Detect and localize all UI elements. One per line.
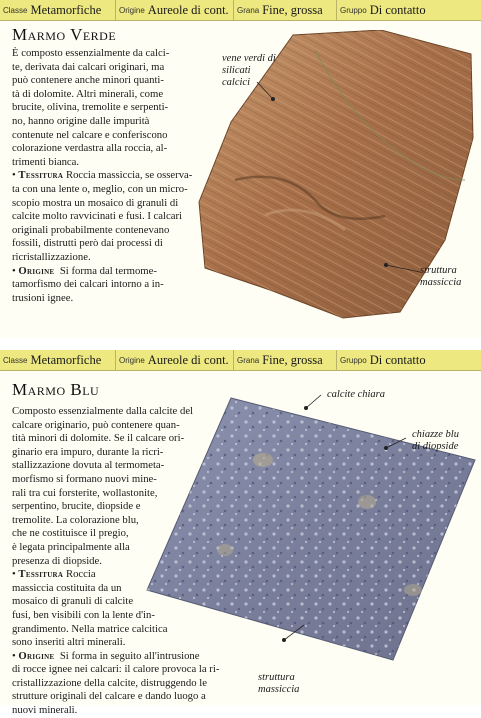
classe-value: Metamorfiche: [30, 2, 102, 17]
annotation-line: di diopside: [412, 441, 459, 452]
text-line: tamorfismo dei calcari intorno a in-: [12, 278, 164, 291]
text-line: fusi, ben visibili con la lente d'in-: [12, 608, 155, 621]
text-line: che ne costituisce il pregio,: [12, 527, 129, 540]
text-line: stallizzazione dovuta al termometa-: [12, 459, 165, 472]
text-line: nuovi minerali.: [12, 704, 78, 717]
text-line: mosaico di granuli di calcite: [12, 595, 134, 608]
card-marmo-blu: [0, 350, 481, 717]
annotation-line: vene verdi di: [222, 53, 276, 64]
text-span: Roccia massiccia, se osserva-: [65, 169, 193, 182]
annotation-line: chiazze blu: [412, 429, 459, 440]
text-line: calcare originario, può contenere quan-: [12, 418, 180, 431]
tessitura-line: • Tessitura Roccia: [12, 568, 96, 581]
annotation-chiazze-blu: [412, 429, 459, 453]
text-line: ricristallizzazione.: [12, 250, 91, 263]
rock-title: Marmo Blu: [12, 380, 100, 399]
tessitura-label: Tessitura: [18, 169, 64, 182]
text-line: Composto essenzialmente dalla calcite del: [12, 405, 194, 417]
text-line: fossili, distrutti però dai processi di: [12, 237, 163, 250]
origine-value: Aureole di cont.: [147, 352, 229, 367]
rock-description: [12, 405, 272, 718]
text-line: serpentino, brucite, diopside e: [12, 500, 141, 513]
text-line: tà di dolomite. Altri minerali, come: [12, 87, 164, 100]
origine-line: • Origine Si forma in seguito all'intrusione: [12, 649, 200, 662]
origine-label: Origine: [18, 264, 55, 277]
gruppo-value: Di contatto: [369, 2, 426, 17]
annotation-line: massiccia: [258, 684, 300, 695]
text-line: è legata principalmente alla: [12, 540, 130, 553]
text-line: È composto essenzialmente da calci-: [12, 47, 170, 59]
text-line: cristallizzazione della calcite, distruggendo le: [12, 676, 207, 689]
tessitura-line: • Tessitura Roccia massiccia, se osserva-: [12, 169, 193, 182]
origine-key: Origine: [119, 355, 145, 365]
card-marmo-verde: [0, 0, 481, 338]
classe-key: Classe: [3, 5, 28, 15]
annotation-struttura: [420, 265, 461, 289]
gruppo-key: Gruppo: [340, 5, 367, 15]
text-line: morfismo si formano nuovi mine-: [12, 472, 157, 485]
origine-line: • Origine Si forma dal termome-: [12, 264, 157, 277]
gruppo-key: Gruppo: [340, 355, 367, 365]
text-line: massiccia costituita da un: [12, 581, 122, 594]
annotation-calcite-chiara: [327, 389, 385, 401]
text-line: rali tra cui forsterite, wollastonite,: [12, 486, 158, 499]
text-line: scopio mostra un mosaico di granuli di: [12, 196, 179, 209]
text-line: presenza di diopside.: [12, 554, 102, 567]
rock-title: Marmo Verde: [12, 25, 117, 44]
text-span: Si forma in seguito all'intrusione: [59, 649, 200, 662]
annotation-line: calcici: [222, 77, 250, 88]
annotation-line: struttura: [258, 672, 295, 683]
grana-value: Fine, grossa: [262, 2, 323, 17]
text-line: grandimento. Nella matrice calcitica: [12, 622, 168, 635]
text-line: di rocce ignee nei calcari: il calore provoca la ri-: [12, 663, 220, 676]
annotation-line: calcite chiara: [327, 389, 386, 400]
origine-key: Origine: [119, 5, 145, 15]
text-line: contenute nel calcare e conferiscono: [12, 128, 168, 141]
card-separator: [0, 338, 481, 350]
text-line: calcite molto ravvicinati e fusi. I calcari: [12, 210, 183, 223]
annotation-line: massiccia: [420, 277, 462, 288]
text-line: trimenti bianca.: [12, 155, 80, 168]
text-line: te, derivata dai calcari originari, ma: [12, 60, 165, 73]
tessitura-label: Tessitura: [18, 568, 64, 581]
text-line: ta con una lente o, meglio, con un micro-: [12, 182, 188, 195]
text-line: ginario era impuro, durante la ricri-: [12, 445, 164, 458]
text-span: Roccia: [65, 568, 96, 581]
grana-key: Grana: [237, 355, 260, 365]
text-line: tità minori di dolomite. Se il calcare ori-: [12, 432, 185, 445]
gruppo-value: Di contatto: [369, 352, 426, 367]
annotation-line: silicati: [222, 65, 251, 76]
rock-description: [12, 47, 252, 305]
text-line: strutture originali del calcare e dando luogo a: [12, 690, 206, 703]
text-line: no, hanno origine dalle impurità: [12, 114, 150, 127]
text-span: Si forma dal termome-: [59, 264, 157, 277]
origine-value: Aureole di cont.: [147, 2, 229, 17]
text-line: può contenere anche minori quanti-: [12, 74, 164, 87]
annotation-line: struttura: [420, 265, 457, 276]
text-line: colorazione verdastra alla roccia, al-: [12, 142, 168, 155]
text-line: trusioni ignee.: [12, 291, 74, 304]
classe-key: Classe: [3, 355, 28, 365]
grana-value: Fine, grossa: [262, 352, 323, 367]
origine-label: Origine: [18, 649, 55, 662]
text-line: brucite, olivina, tremolite e serpenti-: [12, 101, 169, 114]
text-line: tremolite. La colorazione blu,: [12, 513, 139, 526]
classe-value: Metamorfiche: [30, 352, 102, 367]
text-line: originali probabilmente contenevano: [12, 223, 170, 236]
text-line: sono inseriti altri minerali.: [12, 636, 126, 649]
grana-key: Grana: [237, 5, 260, 15]
